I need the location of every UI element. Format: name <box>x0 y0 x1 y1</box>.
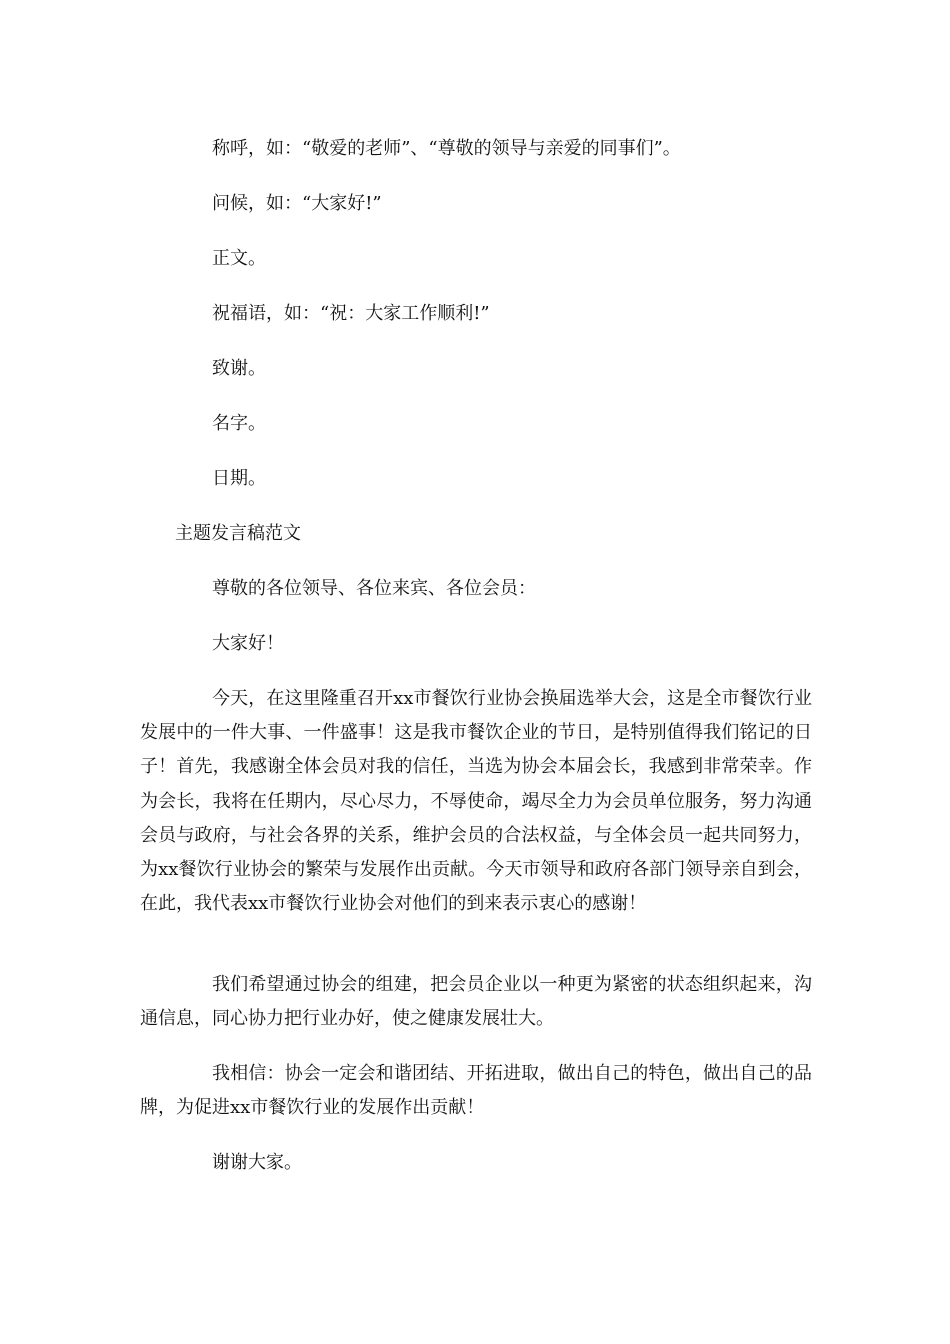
speech-greeting: 大家好！ <box>212 633 284 654</box>
section-title: 主题发言稿范文 <box>175 523 301 544</box>
format-item-salutation: 称呼，如：“敬爱的老师”、“尊敬的领导与亲爱的同事们”。 <box>212 138 681 159</box>
speech-paragraph-3: 我相信：协会一定会和谐团结、开拓进取，做出自己的特色，做出自己的品牌，为促进xx市餐饮行业的发展作出贡献！ <box>140 1063 812 1119</box>
speech-salutation: 尊敬的各位领导、各位来宾、各位会员： <box>212 578 536 599</box>
speech-closing: 谢谢大家。 <box>212 1152 302 1173</box>
speech-paragraph-1: 今天，在这里隆重召开xx市餐饮行业协会换届选举大会，这是全市餐饮行业发展中的一件大事、一件盛事！这是我市餐饮企业的节日，是特别值得我们铭记的日子！首先，我感谢全体会员对我的信任，当选为协会本届会长，我感到非常荣幸。作为会长，我将在任期内，尽心尽力，不辱使命，竭尽全力为会员单位服务，努力沟通会员与政府，与社会各界的关系，维护会员的合法权益，与全体会员一起共同努力，为xx餐饮行业协会的繁荣与发展作出贡献。今天市领导和政府各部门领导亲自到会，在此，我代表xx市餐饮行业协会对他们的到来表示衷心的感谢！ <box>140 688 812 915</box>
format-item-blessing: 祝福语，如：“祝：大家工作顺利!” <box>212 303 490 324</box>
format-item-name: 名字。 <box>212 413 266 434</box>
format-item-thanks: 致谢。 <box>212 358 266 379</box>
format-item-body: 正文。 <box>212 248 266 269</box>
format-item-greeting: 问候，如：“大家好!” <box>212 193 382 214</box>
speech-paragraph-2: 我们希望通过协会的组建，把会员企业以一种更为紧密的状态组织起来，沟通信息，同心协力把行业办好，使之健康发展壮大。 <box>140 974 812 1030</box>
format-item-date: 日期。 <box>212 468 266 489</box>
